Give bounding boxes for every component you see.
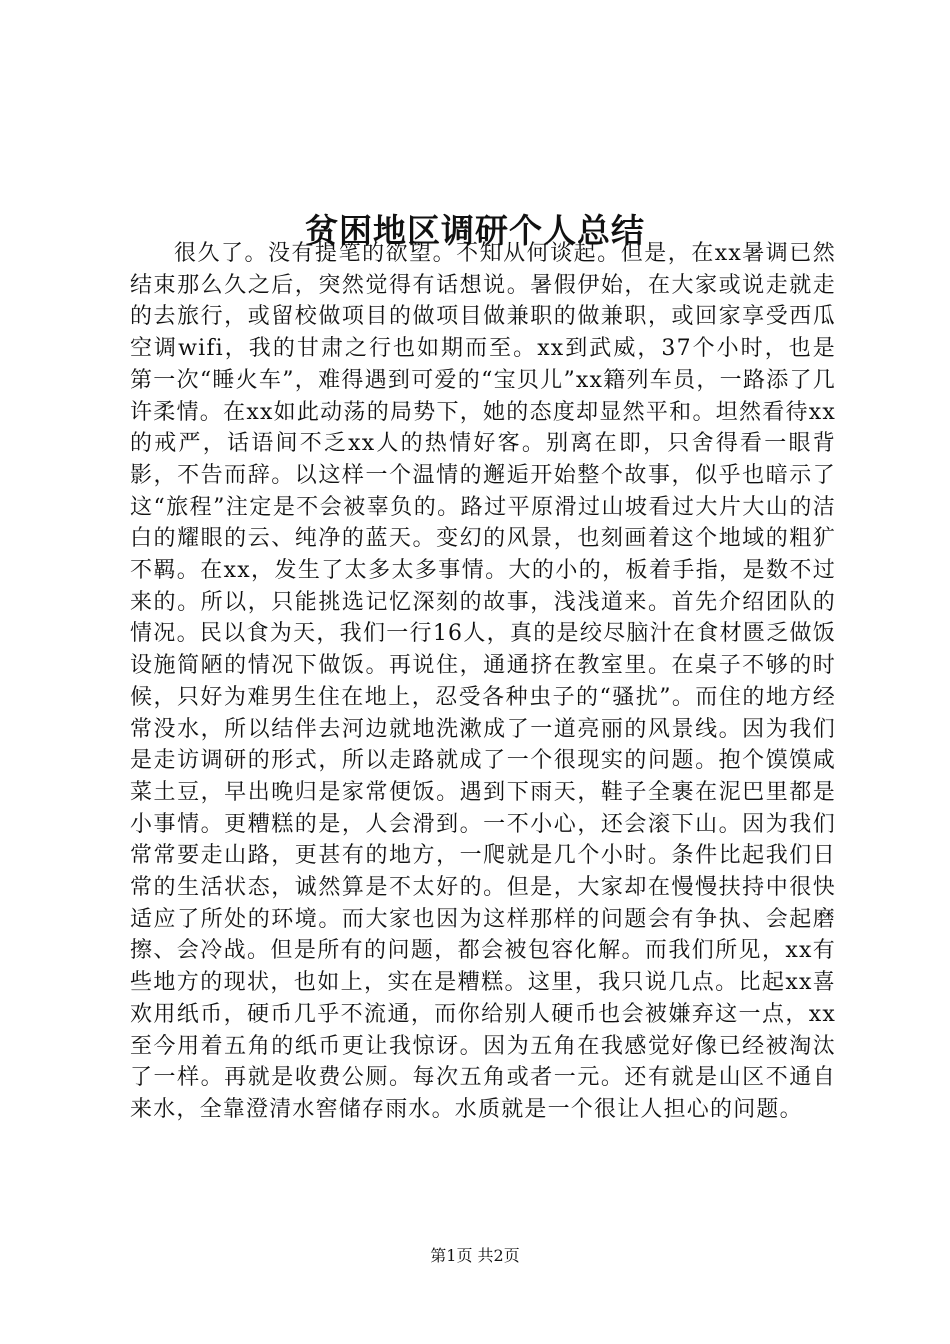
document-title: 贫困地区调研个人总结 [305, 211, 645, 251]
page-footer: 第1页 共2页 [430, 1246, 520, 1265]
document-body-paragraph: 很久了。没有提笔的欲望。不知从何谈起。但是，在xx暑调已然结束那么久之后，突然觉得有话想说。暑假伊始，在大家或说走就走的去旅行，或留校做项目的做项目做兼职的做兼职，或回家享受西瓜空调wifi，我的甘肃之行也如期而至。xx到武威，37个小时，也是第一次“睡火车”，难得遇到可爱的“宝贝儿”xx籍列车员，一路添了几许柔情。在xx如此动荡的局势下，她的态度却显然平和。坦然看待xx的戒严，话语间不乏xx人的热情好客。别离在即，只舍得看一眼背影，不告而辞。以这样一个温情的邂逅开始整个故事，似乎也暗示了这“旅程”注定是不会被辜负的。路过平原滑过山坡看过大片大山的洁白的耀眼的云、纯净的蓝天。变幻的风景，也刻画着这个地域的粗犷不羁。在xx，发生了太多太多事情。大的小的，板着手指，是数不过来的。所以，只能挑选记忆深刻的故事，浅浅道来。首先介绍团队的情况。民以食为天，我们一行16人，真的是绞尽脑汁在食材匮乏做饭设施简陋的情况下做饭。再说住，通通挤在教室里。在桌子不够的时候，只好为难男生住在地上，忍受各种虫子的“骚扰”。而住的地方经常没水，所以结伴去河边就地洗漱成了一道亮丽的风景线。因为我们是走访调研的形式，所以走路就成了一个很现实的问题。抱个馍馍咸菜土豆，早出晚归是家常便饭。遇到下雨天，鞋子全裹在泥巴里都是小事情。更糟糕的是，人会滑到。一不小心，还会滚下山。因为我们常常要走山路，更甚有的地方，一爬就是几个小时。条件比起我们日常的生活状态，诚然算是不太好的。但是，大家却在慢慢扶持中很快适应了所处的环境。而大家也因为这样那样的问题会有争执、会起磨擦、会冷战。但是所有的问题，都会被包容化解。而我们所见，xx有些地方的现状，也如上，实在是糟糕。这里，我只说几点。比起xx喜欢用纸币，硬币几乎不流通，而你给别人硬币也会被嫌弃这一点，xx至今用着五角的纸币更让我惊讶。因为五角在我感觉好像已经被淘汰了一样。再就是收费公厕。每次五角或者一元。还有就是山区不通自来水，全靠澄清水窖储存雨水。水质就是一个很让人担心的问题。 [130, 241, 836, 1122]
